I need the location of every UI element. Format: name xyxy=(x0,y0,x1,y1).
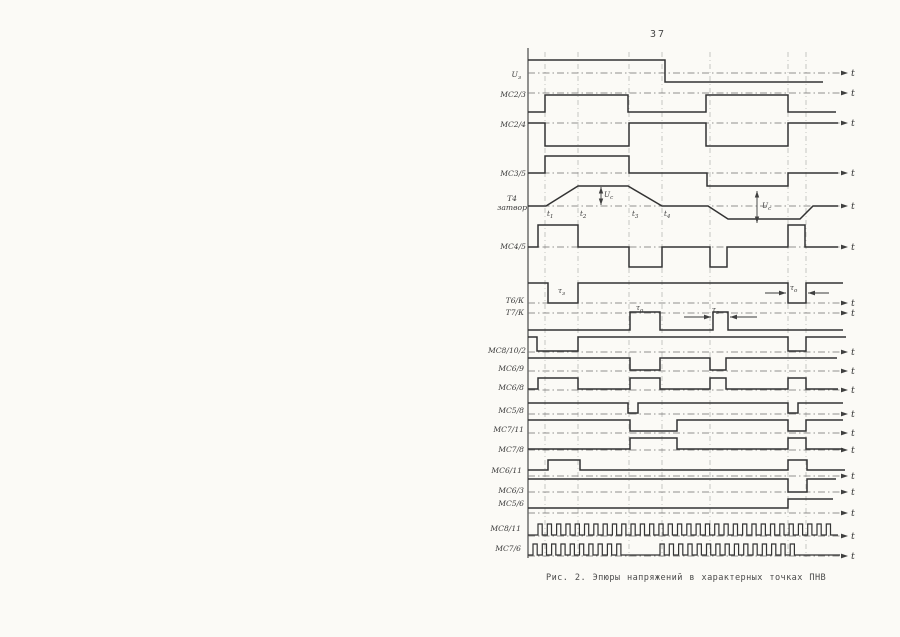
page-number: 37 xyxy=(650,29,667,40)
svg-text:Т7/К: Т7/К xyxy=(505,308,524,317)
svg-text:МС3/5: МС3/5 xyxy=(500,169,526,178)
svg-text:τз: $\tau_з$ xyxy=(558,286,566,297)
svg-text:МС5/6: МС5/6 xyxy=(498,499,524,508)
svg-text:Т4: Т4 xyxy=(507,194,517,203)
waveform xyxy=(528,156,838,186)
trace-МС5/6 xyxy=(497,499,855,519)
svg-text:МС8/10/2: МС8/10/2 xyxy=(487,346,526,355)
waveform xyxy=(528,544,840,555)
svg-text:t: t xyxy=(851,409,855,420)
svg-text:МС6/3: МС6/3 xyxy=(498,486,524,495)
waveform xyxy=(528,499,833,508)
trace-Uз xyxy=(512,60,855,82)
gridlines xyxy=(545,52,806,557)
svg-text:t: t xyxy=(851,88,855,99)
svg-text:Т6/К: Т6/К xyxy=(505,296,524,305)
svg-text:t: t xyxy=(851,68,855,79)
waveform xyxy=(528,337,846,351)
svg-text:МС4/5: МС4/5 xyxy=(500,242,526,251)
trace-МС3/5 xyxy=(499,156,855,186)
svg-text:затвор: затвор xyxy=(497,203,527,212)
svg-text:t1: $t_1$ xyxy=(547,209,554,220)
trace-МС7/6 xyxy=(494,544,855,562)
trace-МС5/8 xyxy=(497,403,855,420)
svg-text:МС6/11: МС6/11 xyxy=(491,466,522,475)
svg-text:τо: $\tau_о$ xyxy=(790,283,798,294)
waveform xyxy=(528,378,838,389)
svg-text:t: t xyxy=(851,428,855,439)
svg-text:t: t xyxy=(851,508,855,519)
waveform xyxy=(528,123,838,146)
svg-text:t: t xyxy=(851,531,855,542)
waveform xyxy=(528,403,843,413)
svg-text:МС5/8: МС5/8 xyxy=(498,406,524,415)
trace-МС6/3 xyxy=(497,479,855,498)
waveform xyxy=(528,95,836,112)
svg-text:МС7/11: МС7/11 xyxy=(493,425,524,434)
svg-text:t: t xyxy=(851,471,855,482)
waveform xyxy=(528,460,845,470)
measure-arrows xyxy=(599,187,829,319)
trace-МС7/11 xyxy=(492,420,855,439)
svg-text:τз: $\tau_з$ xyxy=(712,305,720,316)
trace-МС2/3 xyxy=(499,88,855,112)
svg-text:t: t xyxy=(851,242,855,253)
figure-caption: Рис. 2. Эпюры напряжений в характерных точках ПНВ xyxy=(546,573,827,583)
trace-МС8/10/2 xyxy=(487,337,855,358)
trace-Т7/К xyxy=(506,308,855,330)
svg-text:t3: $t_3$ xyxy=(632,209,639,220)
svg-text:МС7/6: МС7/6 xyxy=(495,544,521,553)
svg-text:МС2/4: МС2/4 xyxy=(500,120,526,129)
svg-text:t: t xyxy=(851,487,855,498)
svg-text:t: t xyxy=(851,308,855,319)
waveform xyxy=(528,225,838,267)
svg-text:t: t xyxy=(851,445,855,456)
waveform xyxy=(528,186,838,219)
trace-МС6/8 xyxy=(497,378,855,396)
trace-МС2/4 xyxy=(499,118,855,146)
trace-МС8/11 xyxy=(489,524,855,542)
svg-text:Uc: $U_c$ xyxy=(762,201,772,212)
svg-text:t: t xyxy=(851,551,855,562)
waveform xyxy=(528,60,823,82)
svg-text:t: t xyxy=(851,201,855,212)
waveform xyxy=(528,438,843,449)
svg-text:τо: $\tau_о$ xyxy=(636,303,644,314)
waveform xyxy=(528,312,843,330)
svg-text:МС7/8: МС7/8 xyxy=(498,445,524,454)
waveform xyxy=(528,420,843,431)
svg-text:t: t xyxy=(851,298,855,309)
svg-text:МС2/3: МС2/3 xyxy=(500,90,526,99)
svg-text:Uз: $U_з$ xyxy=(511,70,521,81)
annotations xyxy=(547,190,798,316)
svg-text:МС6/8: МС6/8 xyxy=(498,383,524,392)
svg-text:t4: $t_4$ xyxy=(664,209,671,220)
waveform xyxy=(528,524,838,535)
waveform xyxy=(528,358,837,370)
trace-МС7/8 xyxy=(497,438,855,456)
svg-text:t: t xyxy=(851,385,855,396)
svg-text:t: t xyxy=(851,118,855,129)
svg-text:t: t xyxy=(851,347,855,358)
waveform xyxy=(528,479,836,492)
trace-МС6/9 xyxy=(497,358,855,377)
svg-text:t: t xyxy=(851,168,855,179)
svg-text:t: t xyxy=(851,366,855,377)
svg-text:МС6/9: МС6/9 xyxy=(498,364,524,373)
svg-text:Uc: $U_c$ xyxy=(604,190,614,201)
svg-text:t2: $t_2$ xyxy=(580,209,587,220)
svg-text:МС8/11: МС8/11 xyxy=(490,524,521,533)
trace-МС4/5 xyxy=(499,225,855,267)
